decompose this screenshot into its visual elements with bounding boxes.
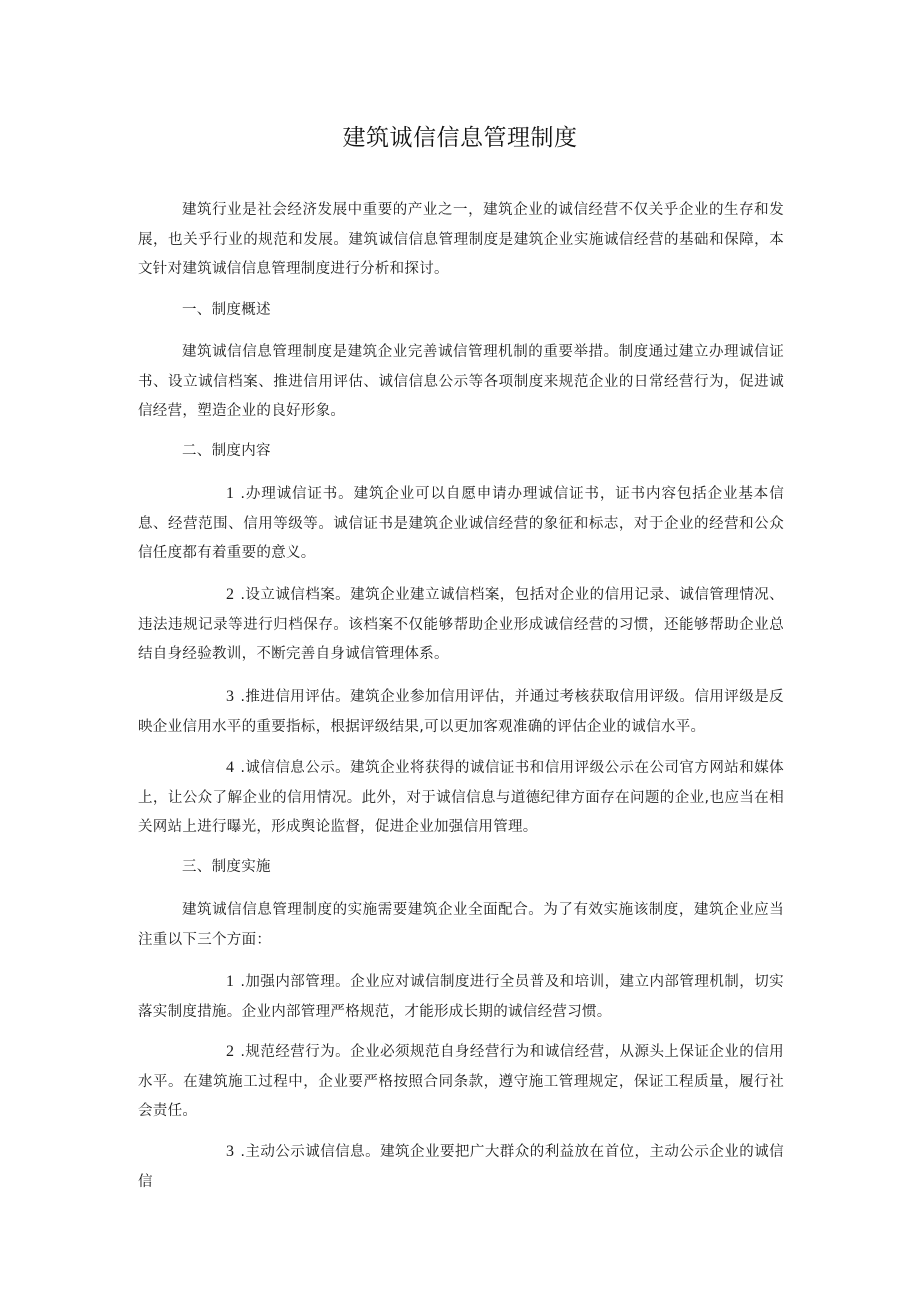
item-text: .设立诚信档案。建筑企业建立诚信档案，包括对企业的信用记录、诚信管理情况、违法违规记录等进行归档保存。该档案不仅能够帮助企业形成诚信经营的习惯，还能够帮助企业总结自身经验教训，不断完善自身诚信管理体系。 bbox=[138, 587, 784, 662]
item-number: 4 bbox=[226, 759, 235, 776]
item-text: .加强内部管理。企业应对诚信制度进行全员普及和培训，建立内部管理机制，切实落实制度措施。企业内部管理严格规范，才能形成长期的诚信经营习惯。 bbox=[138, 974, 784, 1020]
item-text: .办理诚信证书。建筑企业可以自愿申请办理诚信证书，证书内容包括企业基本信息、经营范围、信用等级等。诚信证书是建筑企业诚信经营的象征和标志，对于企业的经营和公众信任度都有着重要的意义。 bbox=[138, 486, 784, 561]
item-text: .诚信信息公示。建筑企业将获得的诚信证书和信用评级公示在公司官方网站和媒体上，让公众了解企业的信用情况。此外，对于诚信信息与道德纪律方面存在问题的企业,也应当在相关网站上进行曝光，形成舆论监督，促进企业加强信用管理。 bbox=[138, 760, 784, 835]
intro-paragraph: 建筑行业是社会经济发展中重要的产业之一，建筑企业的诚信经营不仅关乎企业的生存和发展，也关乎行业的规范和发展。建筑诚信信息管理制度是建筑企业实施诚信经营的基础和保障，本文针对建筑诚信信息管理制度进行分析和探讨。 bbox=[138, 202, 784, 277]
content-item-1 bbox=[138, 479, 784, 569]
item-number: 2 bbox=[226, 1043, 235, 1060]
item-number: 3 bbox=[226, 688, 235, 705]
item-text: .主动公示诚信信息。建筑企业要把广大群众的利益放在首位，主动公示企业的诚信信 bbox=[138, 1144, 784, 1190]
section-heading-implementation: 三、制度实施 bbox=[182, 859, 271, 875]
item-text: .规范经营行为。企业必须规范自身经营行为和诚信经营，从源头上保证企业的信用水平。在建筑施工过程中，企业要严格按照合同条款，遵守施工管理规定，保证工程质量，履行社会责任。 bbox=[138, 1044, 784, 1119]
item-number: 1 bbox=[226, 973, 235, 990]
section-heading-content: 二、制度内容 bbox=[182, 443, 271, 459]
item-number: 2 bbox=[226, 586, 235, 603]
content-item-4 bbox=[138, 753, 784, 843]
item-number: 1 bbox=[226, 485, 235, 502]
content-item-2 bbox=[138, 580, 784, 670]
item-text: .推进信用评估。建筑企业参加信用评估，并通过考核获取信用评级。信用评级是反映企业信用水平的重要指标，根据评级结果,可以更加客观准确的评估企业的诚信水平。 bbox=[138, 689, 784, 735]
content-item-3 bbox=[138, 682, 784, 742]
implementation-item-3 bbox=[138, 1137, 784, 1197]
implementation-item-1 bbox=[138, 967, 784, 1027]
implementation-item-2 bbox=[138, 1037, 784, 1127]
document-title: 建筑诚信信息管理制度 bbox=[342, 125, 578, 151]
overview-paragraph: 建筑诚信信息管理制度是建筑企业完善诚信管理机制的重要举措。制度通过建立办理诚信证书、设立诚信档案、推进信用评估、诚信信息公示等各项制度来规范企业的日常经营行为，促进诚信经营，塑造企业的良好形象。 bbox=[138, 344, 784, 419]
implementation-paragraph: 建筑诚信信息管理制度的实施需要建筑企业全面配合。为了有效实施该制度，建筑企业应当注重以下三个方面： bbox=[138, 902, 784, 948]
section-heading-overview: 一、制度概述 bbox=[182, 302, 271, 318]
item-number: 3 bbox=[226, 1143, 235, 1160]
